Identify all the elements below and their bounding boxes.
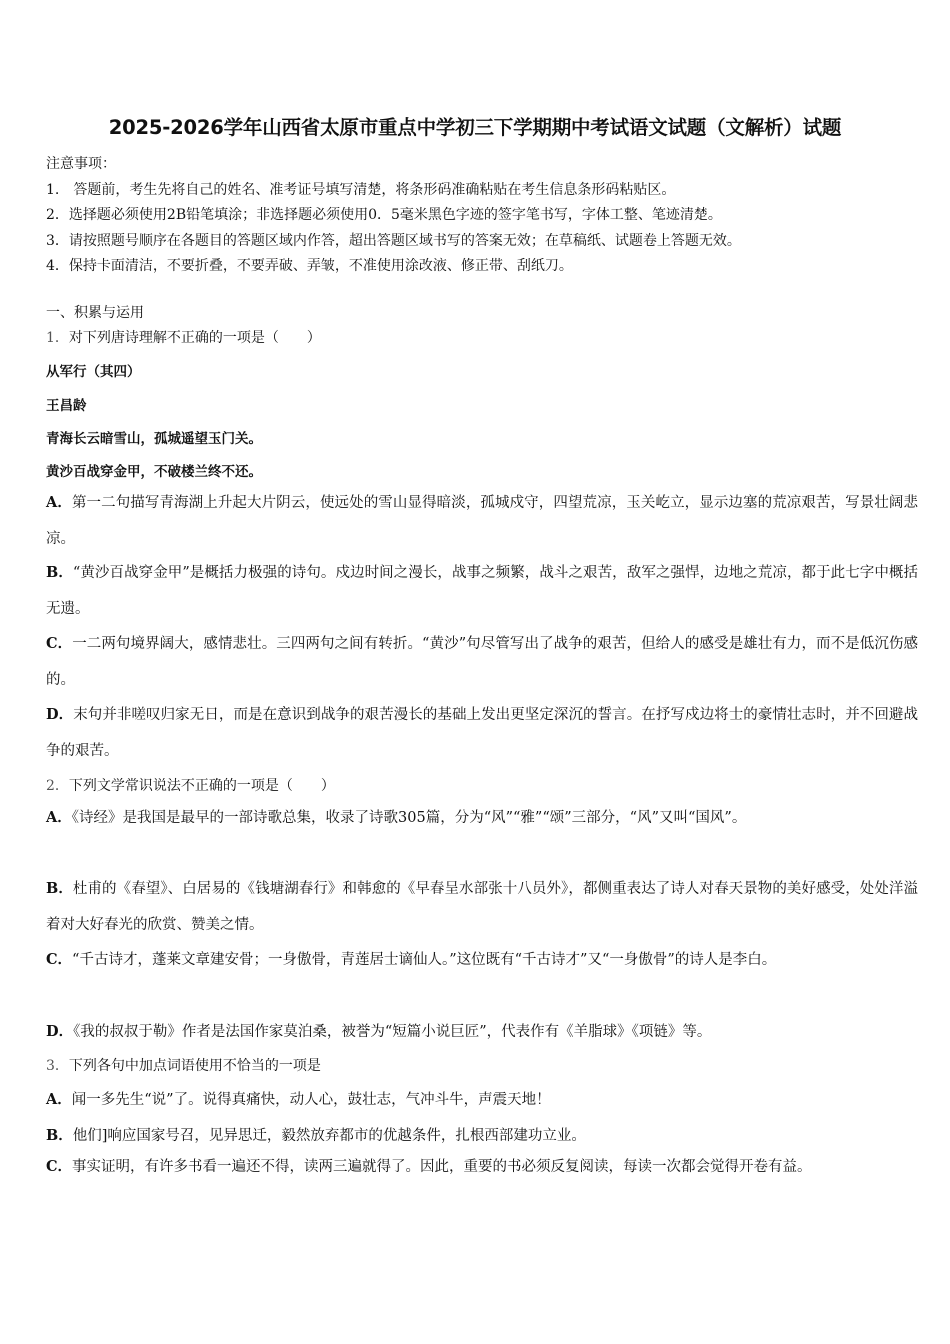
option-label: D． — [46, 1023, 74, 1040]
question-3-option-c — [46, 1149, 918, 1185]
question-3-stem — [46, 1055, 321, 1075]
question-1-option-d — [46, 697, 918, 769]
poem-author: 王昌龄 — [46, 398, 87, 414]
option-label: B． — [46, 880, 73, 897]
notes-item: 3．请按照题号顺序在各题目的答题区域内作答，超出答题区域书写的答案无效；在草稿纸、试题卷上答题无效。 — [46, 232, 741, 249]
option-label: C． — [46, 951, 73, 968]
option-label: B． — [46, 1127, 73, 1144]
option-text: “黄沙百战穿金甲”是概括力极强的诗句。戍边时间之漫长，战事之频繁，战斗之艰苦，敌军之强悍，边地之荒凉，都于此七字中概括无遗。 — [46, 565, 918, 617]
question-text: 下列各句中加点词语使用不恰当的一项是 — [68, 1058, 321, 1074]
option-label: A． — [46, 1091, 72, 1108]
option-label: D． — [46, 706, 74, 723]
option-label: C． — [46, 1158, 73, 1175]
question-2-option-d — [46, 1020, 926, 1041]
question-3-option-a — [46, 1088, 926, 1109]
option-label: A． — [46, 809, 72, 826]
question-number: 1． — [46, 330, 69, 346]
option-text: 杜甫的《春望》、白居易的《钱塘湖春行》和韩愈的《早春呈水部张十八员外》，都侧重表达了诗人对春天景物的美好感受，处处洋溢着对大好春光的欣赏、赞美之情。 — [46, 881, 918, 933]
poem-line: 黄沙百战穿金甲，不破楼兰终不还。 — [46, 464, 262, 480]
question-1-option-b — [46, 555, 918, 627]
question-2-option-c — [46, 942, 918, 978]
notes-item: 2．选择题必须使用2B铅笔填涂；非选择题必须使用0．5毫米黑色字迹的签字笔书写，字体工整、笔迹清楚。 — [46, 207, 722, 223]
option-text: 他们]响应国家号召，见异思迁，毅然放弃都市的优越条件，扎根西部建功立业。 — [72, 1128, 586, 1144]
option-label: A． — [46, 494, 72, 511]
exam-title: 2025-2026学年山西省太原市重点中学初三下学期期中考试语文试题（文解析）试题 — [108, 116, 842, 139]
option-text: 第一二句描写青海湖上升起大片阴云，使远处的雪山显得暗淡，孤城戍守，四望荒凉，玉关屹立，显示边塞的荒凉艰苦，写景壮阔悲凉。 — [46, 495, 918, 547]
poem-title: 从军行（其四） — [46, 364, 141, 380]
poem-line: 青海长云暗雪山，孤城遥望玉门关。 — [46, 431, 262, 447]
question-3-option-b — [46, 1124, 926, 1145]
question-text: 下列文学常识说法不正确的一项是（ ） — [68, 778, 335, 794]
question-1-option-c — [46, 626, 918, 698]
option-text: 《我的叔叔于勒》作者是法国作家莫泊桑，被誉为“短篇小说巨匠”，代表作有《羊脂球》《项链》等。 — [73, 1024, 712, 1040]
option-text: 一二两句境界阔大，感情悲壮。三四两句之间有转折。“黄沙”句尽管写出了战争的艰苦，但给人的感受是雄壮有力，而不是低沉伤感的。 — [46, 636, 918, 688]
question-1-option-a — [46, 485, 918, 557]
question-2-stem — [46, 775, 335, 795]
question-2-option-b — [46, 871, 918, 943]
notes-block — [46, 152, 916, 280]
option-text: 事实证明，有许多书看一遍还不得，读两三遍就得了。因此，重要的书必须反复阅读，每读一次都会觉得开卷有益。 — [72, 1159, 812, 1175]
option-text: 末句并非嗟叹归家无日，而是在意识到战争的艰苦漫长的基础上发出更坚定深沉的誓言。在抒写戍边将士的豪情壮志时，并不回避战争的艰苦。 — [46, 707, 919, 759]
question-1-stem — [46, 327, 321, 347]
option-label: C． — [46, 635, 73, 652]
notes-item: 4．保持卡面清洁，不要折叠，不要弄破、弄皱，不准使用涂改液、修正带、刮纸刀。 — [46, 258, 573, 274]
section-heading: 一、积累与运用 — [46, 305, 144, 321]
option-text: 闻一多先生“说”了。说得真痛快，动人心，鼓壮志，气冲斗牛，声震天地！ — [71, 1092, 551, 1108]
option-text: 《诗经》是我国是最早的一部诗歌总集，收录了诗歌305篇，分为“风”“雅”“颂”三部分，“风”又叫“国风”。 — [71, 810, 747, 826]
notes-item: 1. 答题前，考生先将自己的姓名、准考证号填写清楚，将条形码准确粘贴在考生信息条形码粘贴区。 — [46, 181, 676, 198]
notes-heading: 注意事项： — [46, 156, 116, 172]
question-number: 2． — [46, 778, 69, 794]
question-2-option-a — [46, 800, 918, 836]
question-number: 3． — [46, 1058, 69, 1074]
option-label: B． — [46, 564, 73, 581]
question-text: 对下列唐诗理解不正确的一项是（ ） — [68, 330, 321, 346]
option-text: “千古诗才，蓬莱文章建安骨；一身傲骨，青莲居士谪仙人。”这位既有“千古诗才”又“一身傲骨”的诗人是李白。 — [72, 952, 777, 968]
